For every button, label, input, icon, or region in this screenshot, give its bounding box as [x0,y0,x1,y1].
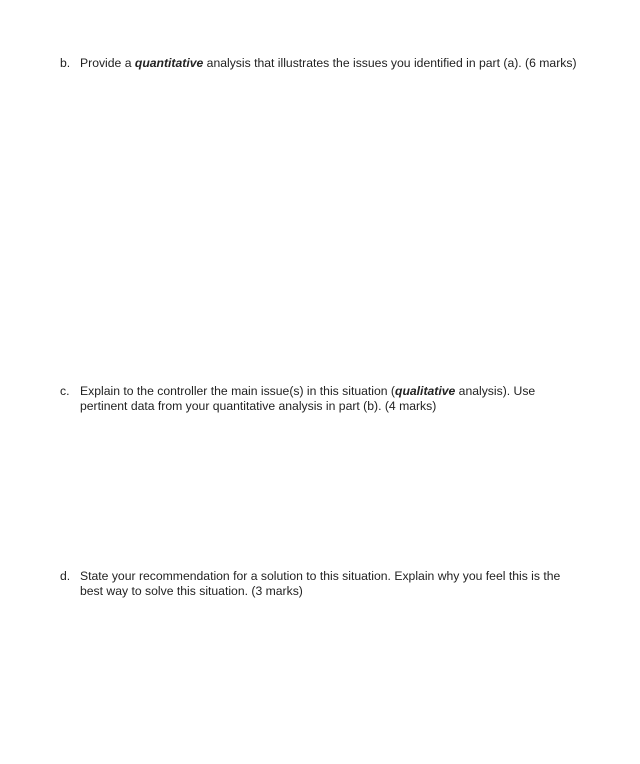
answer-space-d[interactable] [60,605,580,755]
question-text-start: State your recommendation for a solution to this situation. Explain why you feel this is the best way to solve this situation. (3 marks) [80,569,561,598]
question-letter: c. [60,384,70,398]
answer-space-c[interactable] [60,420,580,560]
question-b [60,56,580,71]
question-c [60,384,580,414]
question-letter: d. [60,569,71,583]
question-text-end: analysis). Use pertinent data from your quantitative analysis in part (b). (4 marks) [80,384,536,413]
answer-space-b[interactable] [60,92,580,372]
question-emphasis: quantitative [134,56,204,70]
question-emphasis: qualitative [395,384,456,398]
question-text [80,384,580,414]
question-d [60,569,580,599]
question-letter: b. [60,56,71,70]
question-text-start: Provide a [80,56,135,70]
question-text [80,56,580,71]
question-text [80,569,580,599]
question-text-end: analysis that illustrates the issues you identified in part (a). (6 marks) [203,56,577,70]
question-text-start: Explain to the controller the main issue(s) in this situation ( [80,384,395,398]
